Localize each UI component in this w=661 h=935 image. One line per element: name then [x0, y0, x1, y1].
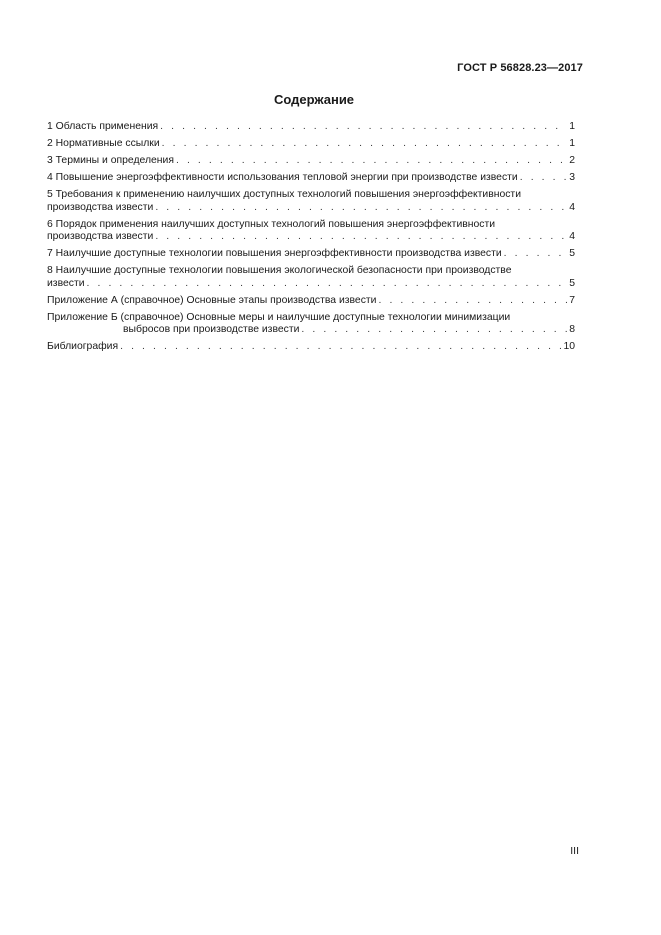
toc-entry-text: 4 Повышение энергоэффективности использования тепловой энергии при производстве извести	[47, 172, 518, 183]
dot-leader	[87, 278, 568, 291]
toc-entry-text: 2 Нормативные ссылки	[47, 138, 160, 149]
page-number: III	[570, 845, 579, 857]
toc-entry-text-line1: 6 Порядок применения наилучших доступных технологий повышения энергоэффективности	[47, 218, 496, 230]
table-of-contents	[47, 121, 575, 358]
toc-entry-page: 5	[569, 248, 575, 259]
toc-entry-page: 5	[569, 277, 575, 289]
toc-entry-text: Приложение А (справочное) Основные этапы производства извести	[47, 294, 377, 306]
toc-entry-appendix-b[interactable]	[47, 312, 575, 337]
dot-leader	[520, 172, 567, 185]
toc-entry-appendix-a[interactable]	[47, 295, 575, 308]
toc-entry-page: 10	[563, 341, 575, 352]
dot-leader	[155, 231, 567, 244]
toc-entry-text-line1: 8 Наилучшие доступные технологии повышения экологической безопасности при производстве	[47, 265, 512, 276]
toc-entry-text: 3 Термины и определения	[47, 155, 174, 166]
toc-entry-4[interactable]	[47, 172, 575, 185]
toc-entry-page: 4	[569, 201, 575, 213]
dot-leader	[162, 138, 568, 151]
toc-entry-3[interactable]	[47, 155, 575, 168]
toc-entry-page: 7	[569, 294, 575, 306]
toc-entry-text-line1: Приложение Б (справочное) Основные меры и наилучшие доступные технологии минимизации	[47, 311, 511, 323]
toc-entry-text-line1: 5 Требования к применению наилучших доступных технологий повышения энергоэффективности	[47, 189, 522, 200]
toc-entry-page: 1	[569, 121, 575, 132]
dot-leader	[176, 155, 567, 168]
toc-entry-7[interactable]	[47, 248, 575, 261]
toc-entry-text: производства извести	[47, 201, 154, 213]
toc-entry-page: 2	[569, 155, 575, 166]
toc-entry-5[interactable]	[47, 189, 575, 214]
dot-leader	[120, 341, 561, 354]
toc-entry-2[interactable]	[47, 138, 575, 151]
dot-leader	[301, 324, 567, 337]
toc-entry-text: выбросов при производстве извести	[123, 324, 300, 335]
dot-leader	[155, 202, 567, 215]
toc-entry-bibliography[interactable]	[47, 341, 575, 354]
toc-entry-6[interactable]	[47, 219, 575, 244]
toc-entry-page: 1	[569, 138, 575, 149]
dot-leader	[378, 295, 567, 308]
toc-entry-text: 1 Область применения	[47, 121, 159, 132]
dot-leader	[160, 121, 567, 134]
toc-entry-text: производства извести	[47, 231, 154, 242]
toc-entry-text: Библиография	[47, 341, 119, 352]
toc-title: Содержание	[273, 92, 355, 107]
toc-entry-text: 7 Наилучшие доступные технологии повышения энергоэффективности производства извести	[47, 248, 502, 259]
toc-entry-8[interactable]	[47, 265, 575, 290]
toc-entry-1[interactable]	[47, 121, 575, 134]
toc-entry-page: 8	[569, 324, 575, 335]
toc-entry-page: 3	[569, 172, 575, 183]
standard-identifier: ГОСТ Р 56828.23—2017	[457, 62, 583, 74]
toc-entry-text: извести	[47, 277, 85, 289]
dot-leader	[504, 248, 568, 261]
toc-entry-page: 4	[569, 231, 575, 242]
